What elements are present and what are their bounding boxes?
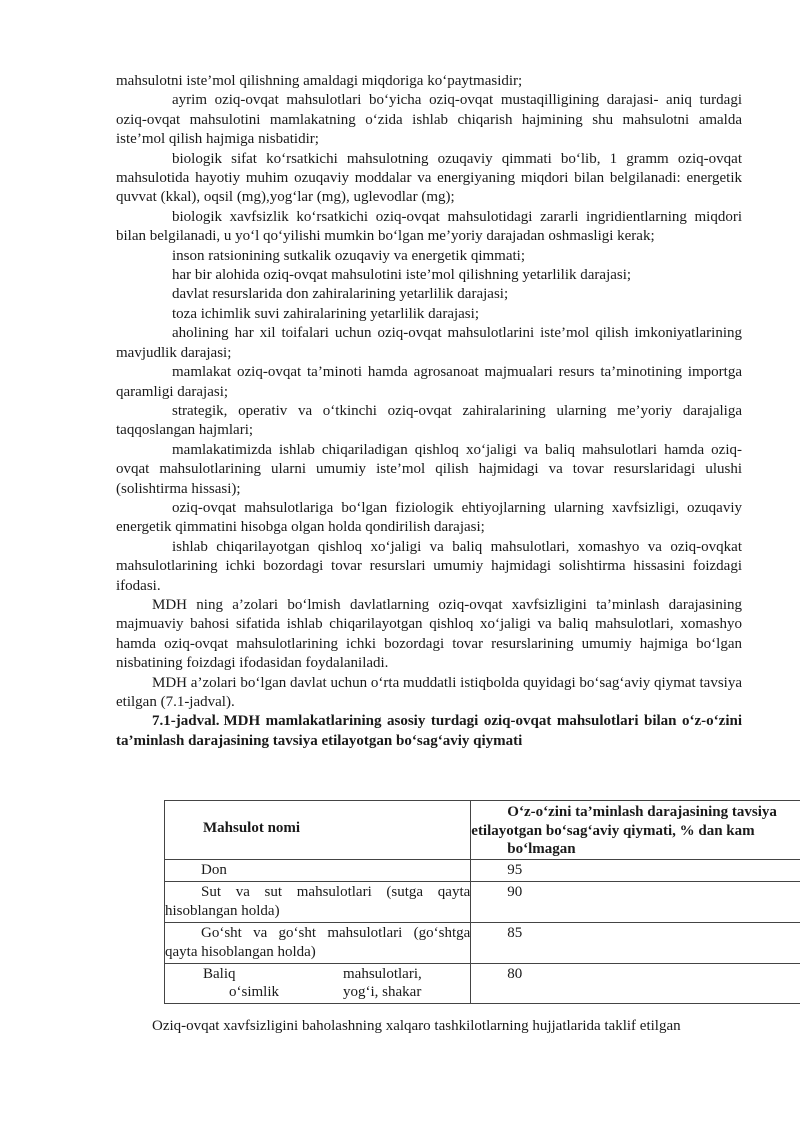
table-row (165, 964, 800, 1004)
product-name-part: yog‘i, shakar (343, 984, 422, 1000)
header-product-name: Mahsulot nomi (165, 801, 471, 860)
paragraph: ayrim oziq-ovqat mahsulotlari bo‘yicha oziq-ovqat mustaqilligining darajasi- aniq turdagi oziq-ovqat mahsulotini mamlakatning o‘zida ishlab chiqarish hajmining shu mahsulotni amalda iste’mol qilish hajmiga nisbatidir; (116, 92, 742, 148)
header-threshold-value (471, 801, 800, 860)
paragraph: davlat resurslarida don zahiralarining yetarlilik darajasi; (172, 286, 509, 303)
product-name-cell: Go‘sht va go‘sht mahsulotlari (go‘shtga qayta hisoblangan holda) (165, 923, 471, 964)
paragraph: aholining har xil toifalari uchun oziq-ovqat mahsulotlarini iste’mol qilish imkoniyatlarining mavjudlik darajasi; (116, 325, 742, 361)
table-row (165, 882, 800, 923)
product-name-cell: Don (165, 860, 471, 882)
header-line: etilayotgan bo‘sag‘aviy qiymati, % dan kam (471, 822, 755, 839)
paragraph: mahsulotni iste’mol qilishning amaldagi miqdoriga ko‘paytmasidir; (116, 73, 523, 89)
header-line: bo‘lmagan (507, 841, 576, 858)
paragraph: strategik, operativ va o‘tkinchi oziq-ovqat zahiralarining ularning me’yoriy darajaliga taqqoslangan hajmlari; (116, 402, 742, 439)
paragraph: MDH a’zolari bo‘lgan davlat uchun o‘rta muddatli istiqbolda quyidagi bo‘sag‘aviy qiymat tavsiya etilgan (7.1-jadval). (116, 674, 742, 710)
product-name-cell: Sut va sut mahsulotlari (sutga qayta hisoblangan holda) (165, 882, 471, 923)
paragraph: MDH ning a’zolari bo‘lmish davlatlarning oziq-ovqat xavfsizligini ta’minlash darajasining majmuaviy bahosi sifatida ishlab chiqarilayotgan qishloq xo‘jaligi va baliq mahsulotlari, xomashyo hamda oziq-ovqat mahsulotlarining ichki bozordagi tovar resurslarining umumiy hajmiga bo‘lgan nisbatining foizdagi ifodasidan foydalaniladi. (116, 596, 742, 672)
table-row (165, 860, 800, 882)
threshold-table (164, 800, 800, 1004)
product-name-part: mahsulotlari, (343, 966, 422, 982)
paragraph: inson ratsionining sutkalik ozuqaviy va energetik qimmati; (172, 247, 525, 264)
table-caption-label: 7.1-jadval. (152, 713, 220, 730)
product-name-part: o‘simlik (229, 984, 280, 1000)
paragraph: mamlakatimizda ishlab chiqariladigan qishloq xo‘jaligi va baliq mahsulotlari hamda oziq- ovqat mahsulotlarining ularni umumiy iste’mol qilish hajmidagi va tovar resurslaridagi ulushi (solishtirma hissasi); (116, 441, 742, 497)
header-line: O‘z-o‘zini ta’minlash darajasining tavsiya (507, 804, 777, 820)
product-name-part: Baliq (203, 966, 236, 982)
paragraph: toza ichimlik suvi zahiralarining yetarlilik darajasi; (172, 305, 479, 322)
table-caption-text: MDH mamlakatlarining asosiy turdagi oziq-ovqat mahsulotlari bilan o‘z-o‘zini ta’minlash darajasining tavsiya etilayotgan bo‘sag‘aviy qiymati (116, 713, 742, 749)
paragraph: mamlakat oziq-ovqat ta’minoti hamda agrosanoat majmualari resurs ta’minotining importga qaramligi darajasi; (116, 364, 742, 400)
threshold-cell: 85 (471, 923, 800, 964)
paragraph: biologik sifat ko‘rsatkichi mahsulotning ozuqaviy qimmati bo‘lib, 1 gramm oziq-ovqat mahsulotida hayotiy muhim ozuqaviy moddalar va energiyaning miqdori bilan belgilanadi: energetik quvvat (kkal), oqsil (mg),yog‘lar (mg), uglevodlar (mg); (116, 150, 742, 206)
paragraph: oziq-ovqat mahsulotlariga bo‘lgan fiziologik ehtiyojlarning ularning xavfsizligi, ozuqaviy energetik qimmatini hisobga olgan holda qondirilish darajasi; (116, 499, 742, 536)
paragraph: biologik xavfsizlik ko‘rsatkichi oziq-ovqat mahsulotidagi zararli ingridientlarning miqdori bilan belgilanadi, u yo‘l qo‘yilishi mumkin bo‘lgan me’yoriy darajadan oshmasligi kerak; (116, 208, 742, 245)
document-body (116, 72, 742, 751)
paragraph: har bir alohida oziq-ovqat mahsulotini iste’mol qilishning yetarlilik darajasi; (172, 267, 632, 284)
threshold-cell: 80 (471, 964, 800, 1004)
table-header-row (165, 801, 800, 860)
threshold-cell: 95 (471, 860, 800, 882)
table-row (165, 923, 800, 964)
paragraph: ishlab chiqarilayotgan qishloq xo‘jaligi va baliq mahsulotlari, xomashyo va oziq-ovqkat mahsulotlarining ichki bozordagi tovar resurslari umumiy hajmidagi solishtirma hissasini foizdagi ifodasi. (116, 538, 742, 594)
table-caption (116, 712, 742, 751)
threshold-cell: 90 (471, 882, 800, 923)
product-name-cell (165, 964, 471, 1004)
paragraph: Oziq-ovqat xavfsizligini baholashning xalqaro tashkilotlarning hujjatlarida taklif etilgan (152, 1018, 681, 1034)
